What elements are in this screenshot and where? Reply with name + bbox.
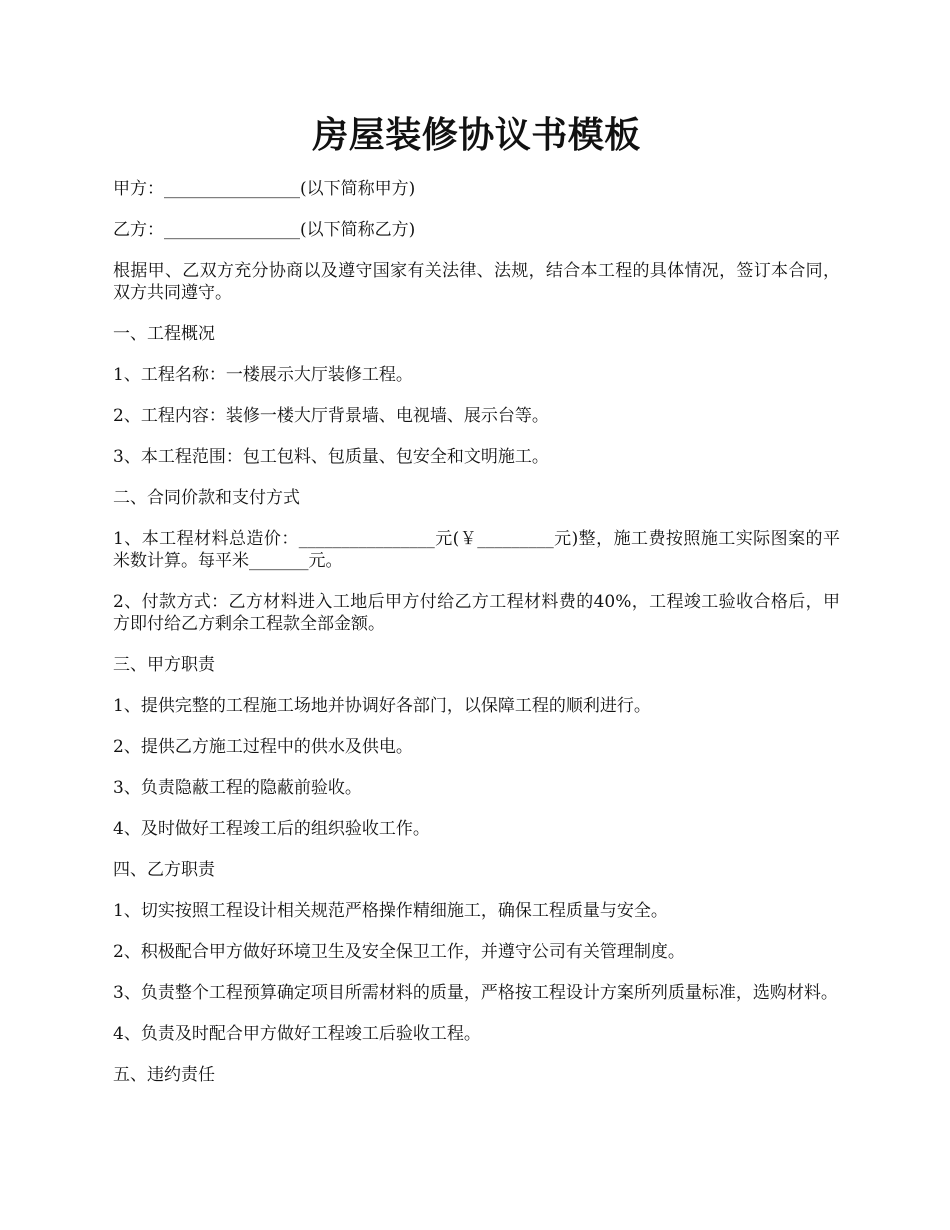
section-heading-4: 四、乙方职责 xyxy=(113,860,215,880)
section-heading-3: 三、甲方职责 xyxy=(113,655,215,675)
clause-paragraph: 1、切实按照工程设计相关规范严格操作精细施工，确保工程质量与安全。 xyxy=(113,901,668,921)
preamble-paragraph: 根据甲、乙双方充分协商以及遵守国家有关法律、法规，结合本工程的具体情况，签订本合同，双方共同遵守。 xyxy=(113,261,840,303)
section-heading-5: 五、违约责任 xyxy=(113,1065,215,1085)
clause-paragraph: 1、本工程材料总造价：________________元(￥_________元)整，施工费按照施工实际图案的平米数计算。每平米_______元。 xyxy=(113,529,840,571)
clause-paragraph: 3、负责整个工程预算确定项目所需材料的质量，严格按工程设计方案所列质量标准，选购材料。 xyxy=(113,983,838,1003)
clause-paragraph: 3、本工程范围：包工包料、包质量、包安全和文明施工。 xyxy=(113,447,549,467)
clause-paragraph: 4、及时做好工程竣工后的组织验收工作。 xyxy=(113,819,430,839)
party-a-line: 甲方：________________(以下简称甲方) xyxy=(113,179,416,199)
section-heading-2: 二、合同价款和支付方式 xyxy=(113,488,300,508)
clause-paragraph: 2、积极配合甲方做好环境卫生及安全保卫工作，并遵守公司有关管理制度。 xyxy=(113,942,685,962)
clause-paragraph: 2、工程内容：装修一楼大厅背景墙、电视墙、展示台等。 xyxy=(113,406,549,426)
clause-paragraph: 4、负责及时配合甲方做好工程竣工后验收工程。 xyxy=(113,1024,481,1044)
section-heading-1: 一、工程概况 xyxy=(113,324,215,344)
document-page xyxy=(113,108,840,1105)
clause-paragraph: 2、提供乙方施工过程中的供水及供电。 xyxy=(113,737,413,757)
clause-paragraph: 1、提供完整的工程施工场地并协调好各部门，以保障工程的顺利进行。 xyxy=(113,696,651,716)
clause-paragraph: 1、工程名称：一楼展示大厅装修工程。 xyxy=(113,365,413,385)
clause-paragraph: 3、负责隐蔽工程的隐蔽前验收。 xyxy=(113,778,362,798)
clause-paragraph: 2、付款方式：乙方材料进入工地后甲方付给乙方工程材料费的40%，工程竣工验收合格后，甲方即付给乙方剩余工程款全部金额。 xyxy=(113,592,840,634)
document-title: 房屋装修协议书模板 xyxy=(312,115,641,156)
party-b-line: 乙方：________________(以下简称乙方) xyxy=(113,220,416,240)
